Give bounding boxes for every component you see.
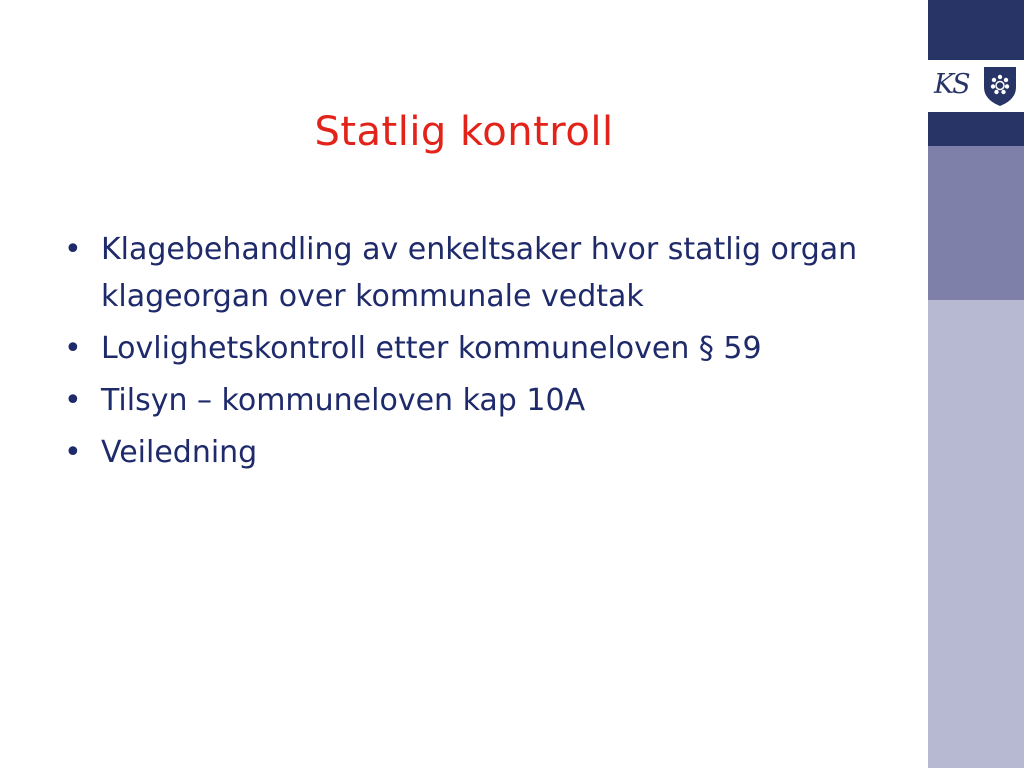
bullet-marker: • [64,435,82,470]
bullet-marker: • [64,383,82,418]
ks-logo-text: KS [934,69,969,100]
bullet-item [64,226,864,320]
sidebar-band-top [928,0,1024,60]
sidebar-decoration [928,0,1024,768]
bullet-text: Klagebehandling av enkeltsaker hvor statlig organ klageorgan over kommunale vedtak [101,232,858,314]
sidebar-band-light [928,300,1024,768]
bullet-item [64,377,864,424]
bullet-list [64,226,864,481]
sidebar-band-mid [928,112,1024,146]
sidebar-band-medium [928,146,1024,300]
bullet-marker: • [64,331,82,366]
bullet-text: Veiledning [101,435,258,470]
bullet-item [64,429,864,476]
shield-emblem-icon [982,65,1018,107]
bullet-marker: • [64,232,82,267]
bullet-text: Lovlighetskontroll etter kommuneloven § 59 [101,331,762,366]
bullet-item [64,325,864,372]
bullet-text: Tilsyn – kommuneloven kap 10A [101,383,586,418]
logo-area [928,60,1024,112]
slide-title: Statlig kontroll [314,109,614,155]
